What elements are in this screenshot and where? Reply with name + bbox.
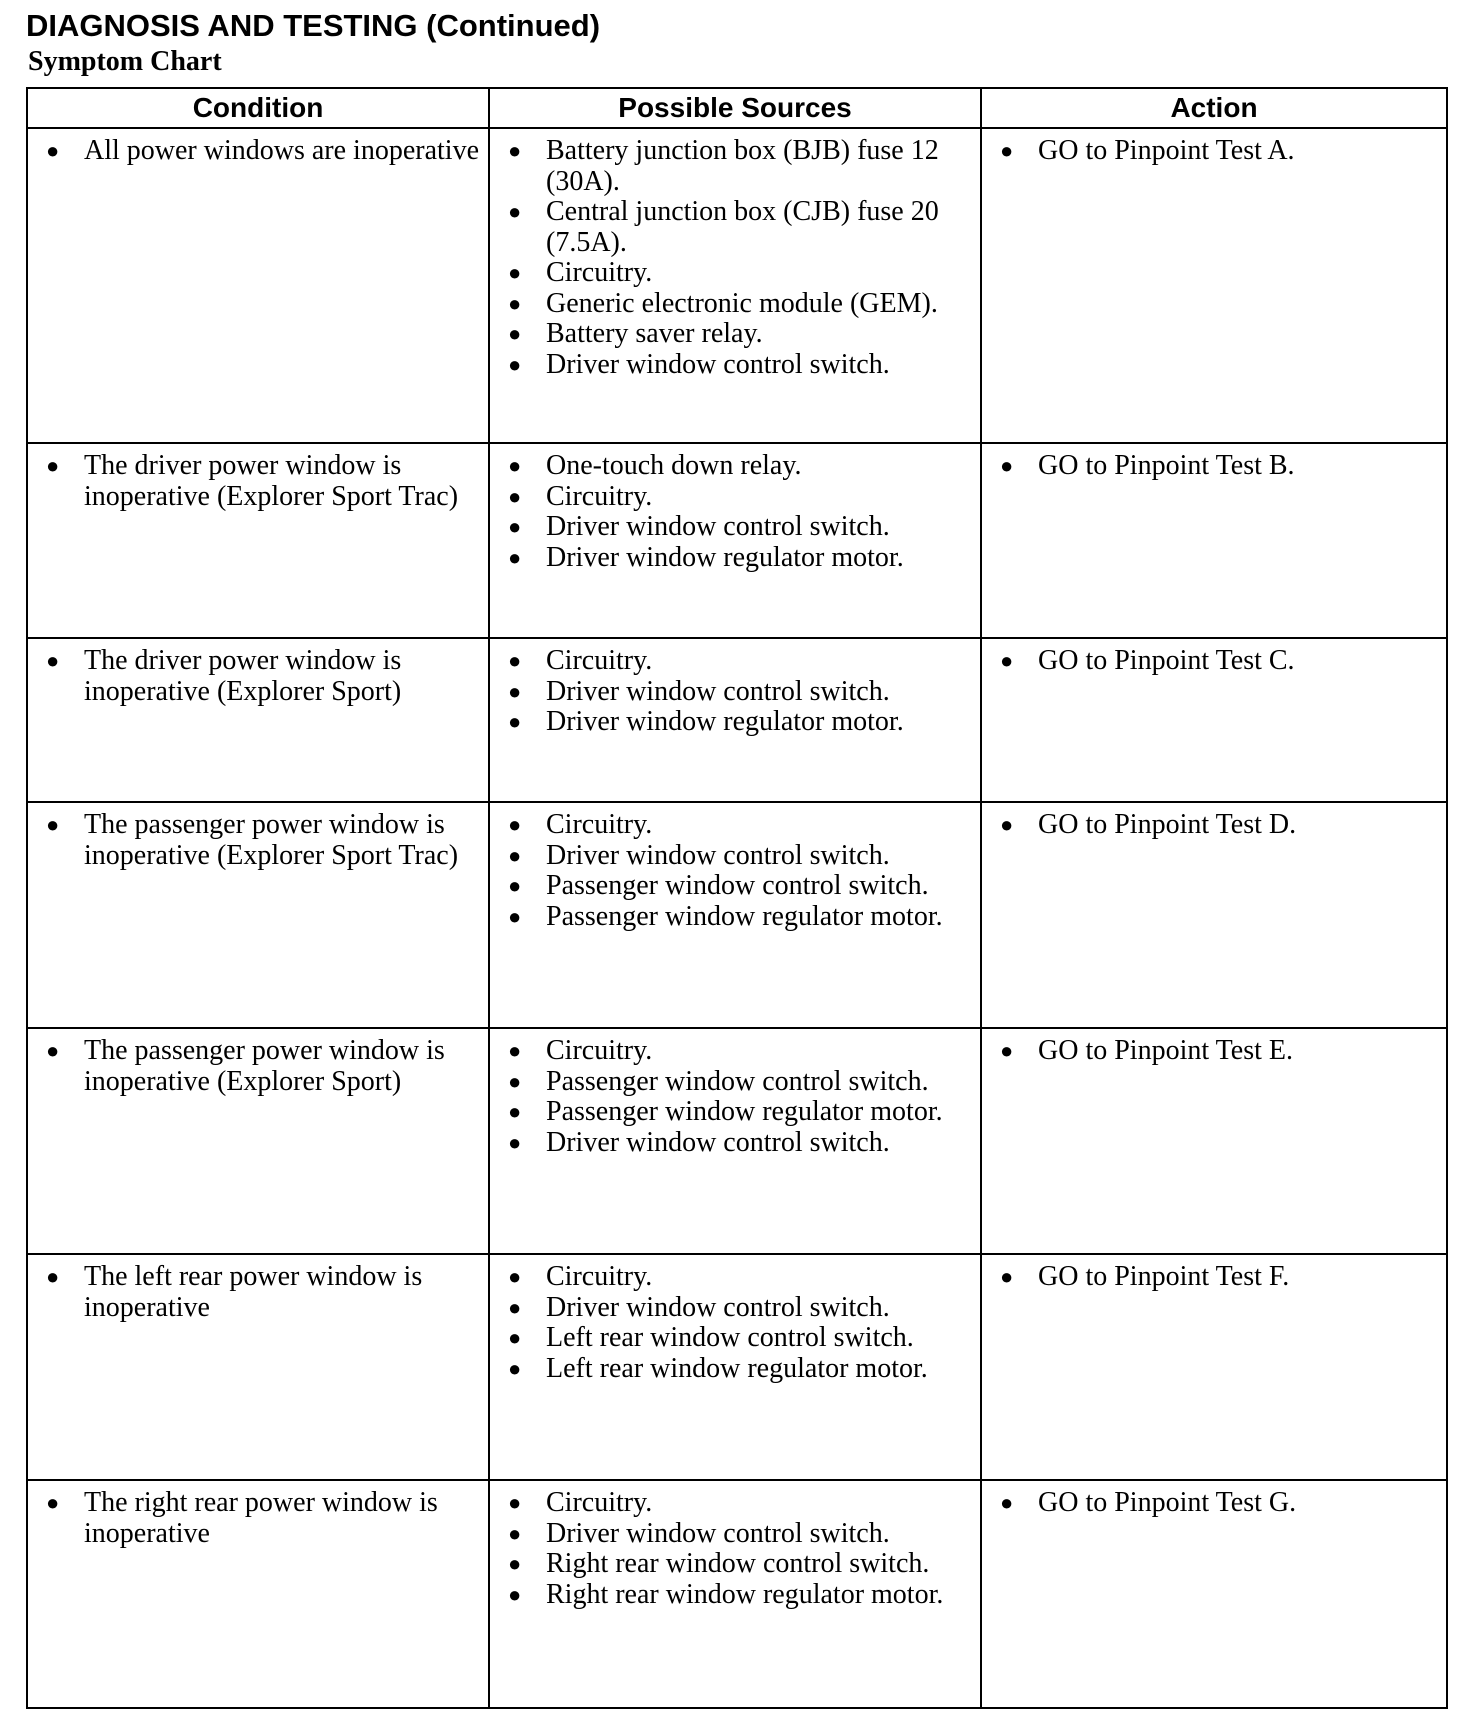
sources-cell [489, 443, 981, 638]
bullet-icon: ● [46, 138, 60, 163]
bullet-icon: ● [508, 1294, 522, 1320]
list-item: ● GO to Pinpoint Test G. [1000, 1487, 1297, 1518]
list-item: ● Battery junction box (BJB) fuse 12 (30A). [508, 135, 939, 197]
bullet-icon: ● [508, 260, 522, 285]
list-item: ● Left rear window control switch. [508, 1322, 914, 1353]
bullet-icon: ● [508, 709, 522, 734]
sources-cell [489, 1028, 981, 1254]
table-row [27, 1028, 1447, 1254]
table-header-row [27, 88, 1447, 128]
bullet-icon: ● [508, 1129, 522, 1155]
bullet-icon: ● [508, 138, 522, 163]
list-item: ● Right rear window regulator motor. [508, 1578, 944, 1610]
bullet-icon: ● [508, 903, 522, 929]
bullet-icon: ● [508, 483, 522, 509]
action-cell [981, 128, 1447, 443]
bullet-icon: ● [508, 842, 522, 868]
list-item: ● Driver window control switch. [508, 1291, 890, 1323]
bullet-icon: ● [508, 648, 522, 673]
list-item: ● GO to Pinpoint Test A. [1000, 135, 1295, 166]
table-row [27, 1254, 1447, 1480]
list-item: ● GO to Pinpoint Test F. [1000, 1261, 1290, 1292]
bullet-icon: ● [508, 321, 522, 346]
bullet-icon: ● [508, 1325, 522, 1350]
list-item: ● GO to Pinpoint Test D. [1000, 809, 1297, 840]
bullet-icon: ● [1000, 648, 1014, 673]
bullet-icon: ● [508, 453, 522, 478]
bullet-icon: ● [1000, 812, 1014, 837]
bullet-icon: ● [508, 678, 522, 704]
table-row [27, 443, 1447, 638]
list-item: ● Passenger window control switch. [508, 870, 929, 901]
list-item: ● Battery saver relay. [508, 318, 763, 349]
list-item: ● Circuitry. [508, 809, 653, 840]
section-title: Symptom Chart [28, 46, 222, 77]
sources-cell [489, 1254, 981, 1480]
condition-cell [27, 802, 489, 1028]
list-item: ● Driver window control switch. [508, 675, 890, 707]
list-item: ● Driver window control switch. [508, 1126, 890, 1158]
list-item: ● GO to Pinpoint Test E. [1000, 1035, 1293, 1066]
bullet-icon: ● [1000, 1264, 1014, 1289]
bullet-icon: ● [508, 812, 522, 837]
action-cell [981, 443, 1447, 638]
list-item: ● Driver window control switch. [508, 348, 890, 380]
bullet-icon: ● [46, 1490, 60, 1515]
list-item: ● Driver window control switch. [508, 839, 890, 871]
bullet-icon: ● [508, 1581, 522, 1607]
bullet-icon: ● [508, 1068, 522, 1094]
list-item: ● Driver window control switch. [508, 1517, 890, 1549]
bullet-icon: ● [508, 1551, 522, 1576]
list-item: ● Driver window regulator motor. [508, 541, 904, 573]
sources-cell [489, 128, 981, 443]
list-item: ● The driver power window is inoperative (Explorer Sport Trac) [46, 450, 459, 512]
bullet-icon: ● [508, 1490, 522, 1515]
list-item: ● Circuitry. [508, 257, 653, 288]
list-item: ● Passenger window regulator motor. [508, 900, 943, 932]
bullet-icon: ● [46, 453, 60, 478]
column-header-action: Action [981, 88, 1447, 128]
table-row [27, 802, 1447, 1028]
table-row [27, 128, 1447, 443]
bullet-icon: ● [508, 1355, 522, 1381]
column-header-possible-sources: Possible Sources [489, 88, 981, 128]
bullet-icon: ● [1000, 1490, 1014, 1515]
action-cell [981, 1028, 1447, 1254]
action-cell [981, 1480, 1447, 1708]
list-item: ● The passenger power window is inoperative (Explorer Sport) [46, 1035, 445, 1097]
bullet-icon: ● [1000, 453, 1014, 478]
list-item: ● Right rear window control switch. [508, 1548, 930, 1579]
action-cell [981, 638, 1447, 802]
bullet-icon: ● [46, 1038, 60, 1063]
list-item: ● Circuitry. [508, 1261, 653, 1292]
list-item: ● The driver power window is inoperative (Explorer Sport) [46, 645, 402, 707]
action-cell [981, 802, 1447, 1028]
bullet-icon: ● [508, 514, 522, 539]
document-page [26, 8, 1450, 1610]
list-item: ● All power windows are inoperative [46, 135, 479, 166]
list-item: ● Central junction box (CJB) fuse 20 (7.5A). [508, 196, 939, 258]
bullet-icon: ● [46, 1264, 60, 1289]
sources-cell [489, 1480, 981, 1708]
list-item: ● The right rear power window is inoperative [46, 1487, 438, 1549]
condition-cell [27, 128, 489, 443]
list-item: ● The passenger power window is inoperative (Explorer Sport Trac) [46, 809, 459, 871]
condition-cell [27, 443, 489, 638]
bullet-icon: ● [508, 1099, 522, 1124]
table-row [27, 1480, 1447, 1708]
bullet-icon: ● [508, 199, 522, 224]
page-title: DIAGNOSIS AND TESTING (Continued) [26, 8, 601, 43]
sources-cell [489, 638, 981, 802]
column-header-condition: Condition [27, 88, 489, 128]
bullet-icon: ● [46, 648, 60, 673]
symptom-chart-table [26, 87, 1448, 1709]
bullet-icon: ● [46, 812, 60, 837]
list-item: ● Generic electronic module (GEM). [508, 287, 938, 319]
condition-cell [27, 1480, 489, 1708]
list-item: ● Circuitry. [508, 1487, 653, 1518]
condition-cell [27, 638, 489, 802]
bullet-icon: ● [508, 1520, 522, 1546]
table-row [27, 638, 1447, 802]
list-item: ● One-touch down relay. [508, 450, 802, 481]
bullet-icon: ● [508, 873, 522, 898]
list-item: ● Driver window control switch. [508, 511, 890, 542]
list-item: ● GO to Pinpoint Test C. [1000, 645, 1295, 676]
bullet-icon: ● [508, 1264, 522, 1289]
bullet-icon: ● [1000, 138, 1014, 163]
list-item: ● Driver window regulator motor. [508, 706, 904, 737]
sources-cell [489, 802, 981, 1028]
list-item: ● Left rear window regulator motor. [508, 1352, 928, 1384]
bullet-icon: ● [508, 351, 522, 377]
list-item: ● Passenger window regulator motor. [508, 1096, 943, 1127]
list-item: ● The left rear power window is inoperative [46, 1261, 423, 1323]
action-cell [981, 1254, 1447, 1480]
list-item: ● GO to Pinpoint Test B. [1000, 450, 1295, 481]
condition-cell [27, 1028, 489, 1254]
bullet-icon: ● [508, 544, 522, 570]
list-item: ● Circuitry. [508, 645, 653, 676]
bullet-icon: ● [508, 290, 522, 316]
bullet-icon: ● [1000, 1038, 1014, 1063]
bullet-icon: ● [508, 1038, 522, 1063]
list-item: ● Circuitry. [508, 480, 653, 512]
list-item: ● Passenger window control switch. [508, 1065, 929, 1097]
condition-cell [27, 1254, 489, 1480]
list-item: ● Circuitry. [508, 1035, 653, 1066]
